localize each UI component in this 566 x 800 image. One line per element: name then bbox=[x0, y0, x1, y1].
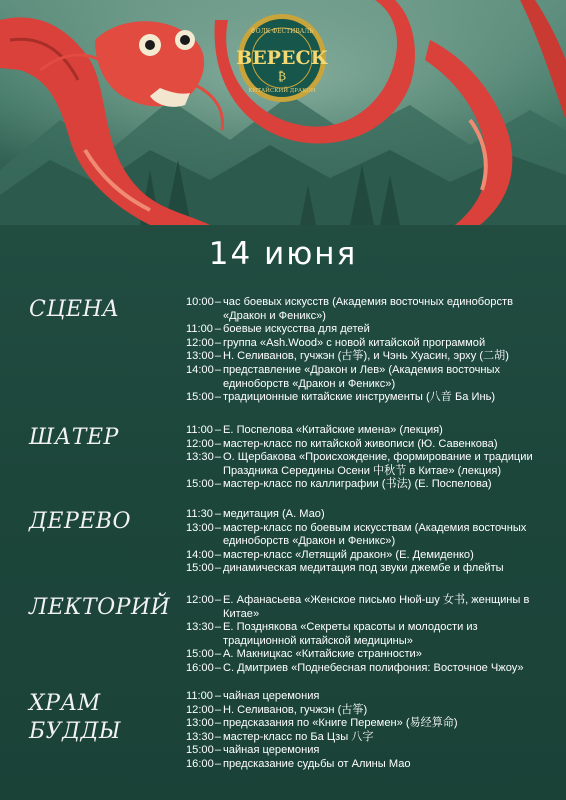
section-title-line: БУДДЫ bbox=[29, 719, 121, 744]
item-text: группа «Ash.Wood» с новой китайской программой bbox=[223, 336, 486, 349]
item-text: динамическая медитация под звуки джембе и флейты bbox=[223, 562, 504, 575]
section-title-line: ХРАМ bbox=[29, 691, 101, 716]
item-dash: – bbox=[214, 648, 222, 661]
item-text: чайная церемония bbox=[223, 690, 320, 702]
item-time: 15:00 bbox=[186, 562, 214, 575]
item-text: Н. Селиванов, гучжэн (古筝), и Чэнь Хуасин, эрху (二胡) bbox=[223, 350, 509, 363]
schedule-item bbox=[186, 478, 542, 492]
item-dash: – bbox=[214, 730, 222, 743]
item-text: Е. Позднякова «Секреты красоты и молодости из традиционной китайской медицины» bbox=[223, 621, 478, 647]
item-dash: – bbox=[214, 350, 222, 363]
item-time: 13:00 bbox=[186, 717, 214, 730]
section-title bbox=[29, 508, 131, 536]
item-time: 11:30 bbox=[186, 508, 213, 520]
section-items bbox=[186, 296, 542, 405]
item-time: 11:00 bbox=[186, 424, 213, 436]
item-text: предсказание судьбы от Алины Мао bbox=[223, 757, 411, 770]
item-time: 12:00 bbox=[186, 437, 214, 450]
hero-illustration bbox=[0, 0, 566, 225]
schedule-item bbox=[186, 296, 542, 323]
item-time: 13:00 bbox=[186, 350, 214, 363]
schedule-item bbox=[186, 594, 542, 621]
item-time: 13:00 bbox=[186, 521, 214, 534]
item-text: мастер-класс «Летящий дракон» (Е. Демиденко) bbox=[223, 548, 474, 561]
schedule-item bbox=[186, 704, 542, 718]
item-dash: – bbox=[214, 451, 222, 464]
logo-arc-text: ФОЛК ФЕСТИВАЛЬ bbox=[250, 28, 314, 35]
item-time: 16:00 bbox=[186, 661, 214, 674]
item-text: представление «Дракон и Лев» (Академия восточных единоборств «Дракон и Феникс») bbox=[223, 363, 501, 390]
item-dash: – bbox=[214, 437, 222, 450]
item-time: 13:30 bbox=[186, 451, 214, 464]
item-time: 14:00 bbox=[186, 363, 214, 376]
section-items bbox=[186, 594, 542, 676]
section-title-line: ДЕРЕВО bbox=[29, 509, 132, 534]
item-text: О. Щербакова «Происхождение, формирование и традиции Праздника Середины Осени 中秋节 в Китае» (лекция) bbox=[223, 451, 533, 477]
item-dash: – bbox=[214, 521, 222, 534]
section-items bbox=[186, 690, 542, 772]
item-text: мастер-класс по китайской живописи (Ю. Савенкова) bbox=[223, 437, 498, 450]
section-title bbox=[29, 424, 119, 452]
schedule-item bbox=[186, 648, 542, 662]
item-dash: – bbox=[214, 508, 222, 520]
schedule-item bbox=[186, 690, 542, 704]
item-dash: – bbox=[214, 594, 222, 606]
item-dash: – bbox=[214, 744, 222, 757]
schedule-item bbox=[186, 508, 542, 522]
item-text: мастер-класс по боевым искусствам (Академия восточных единоборств «Дракон и Феникс») bbox=[223, 521, 527, 548]
item-text: Н. Селиванов, гучжэн (古筝) bbox=[223, 703, 368, 716]
item-dash: – bbox=[214, 703, 222, 716]
schedule-item bbox=[186, 337, 542, 351]
schedule-item bbox=[186, 350, 542, 364]
section-title-line: ШАТЕР bbox=[29, 425, 119, 450]
section-title-line: СЦЕНА bbox=[29, 297, 120, 322]
schedule-item bbox=[186, 562, 542, 576]
item-text: Е. Поспелова «Китайские имена» (лекция) bbox=[223, 424, 443, 436]
item-dash: – bbox=[214, 363, 222, 376]
item-time: 14:00 bbox=[186, 548, 214, 561]
schedule-item bbox=[186, 758, 542, 772]
item-time: 15:00 bbox=[186, 391, 214, 404]
schedule-item bbox=[186, 717, 542, 731]
event-date: 14 июня bbox=[208, 236, 358, 272]
schedule-item bbox=[186, 438, 542, 452]
item-time: 15:00 bbox=[186, 478, 214, 491]
section-items bbox=[186, 508, 542, 576]
item-time: 12:00 bbox=[186, 703, 214, 716]
item-time: 13:30 bbox=[186, 621, 214, 634]
item-time: 13:30 bbox=[186, 730, 214, 743]
item-dash: – bbox=[214, 296, 222, 308]
schedule-item bbox=[186, 662, 542, 676]
schedule-item bbox=[186, 621, 542, 648]
schedule-item bbox=[186, 364, 542, 391]
item-dash: – bbox=[214, 690, 222, 702]
section-title bbox=[29, 690, 121, 746]
item-dash: – bbox=[214, 621, 222, 634]
schedule-item bbox=[186, 744, 542, 758]
item-text: боевые искусства для детей bbox=[223, 323, 370, 336]
item-text: предсказания по «Книге Перемен» (易经算命) bbox=[223, 717, 458, 730]
item-dash: – bbox=[214, 336, 222, 349]
item-text: традиционные китайские инструменты (八音 Ба Инь) bbox=[223, 391, 496, 404]
logo-subtitle: КИТАЙСКИЙ ДРАКОН bbox=[248, 88, 316, 94]
item-time: 12:00 bbox=[186, 336, 214, 349]
item-time: 12:00 bbox=[186, 594, 214, 606]
item-time: 16:00 bbox=[186, 757, 214, 770]
logo-title: ВЕРЕСК bbox=[236, 47, 328, 69]
item-text: чайная церемония bbox=[223, 744, 320, 757]
item-dash: – bbox=[214, 717, 222, 730]
item-dash: – bbox=[214, 661, 222, 674]
schedule-item bbox=[186, 731, 542, 745]
schedule-item bbox=[186, 391, 542, 405]
section-title-line: ЛЕКТОРИЙ bbox=[29, 595, 171, 620]
item-time: 15:00 bbox=[186, 744, 214, 757]
item-time: 11:00 bbox=[186, 323, 213, 336]
schedule-item bbox=[186, 549, 542, 563]
item-dash: – bbox=[214, 391, 222, 404]
item-text: медитация (А. Мао) bbox=[223, 508, 325, 520]
item-dash: – bbox=[214, 424, 222, 436]
item-text: мастер-класс по Ба Цзы 八字 bbox=[223, 730, 374, 743]
item-time: 10:00 bbox=[186, 296, 214, 308]
section-items bbox=[186, 424, 542, 492]
item-dash: – bbox=[214, 478, 222, 491]
item-dash: – bbox=[214, 562, 222, 575]
schedule-item bbox=[186, 522, 542, 549]
item-text: А. Макницкас «Китайские странности» bbox=[223, 648, 422, 661]
item-text: С. Дмитриев «Поднебесная полифония: Восточное Чжоу» bbox=[223, 661, 524, 674]
item-dash: – bbox=[214, 757, 222, 770]
item-dash: – bbox=[214, 548, 222, 561]
schedule-item bbox=[186, 451, 542, 478]
logo-glyph: ₿ bbox=[277, 69, 287, 83]
item-time: 15:00 bbox=[186, 648, 214, 661]
section-title bbox=[29, 594, 170, 622]
item-text: час боевых искусств (Академия восточных единоборств «Дракон и Феникс») bbox=[223, 296, 513, 322]
section-title bbox=[29, 296, 119, 324]
item-text: Е. Афанасьева «Женское письмо Нюй-шу 女书, женщины в Китае» bbox=[223, 594, 530, 620]
schedule-item bbox=[186, 323, 542, 337]
item-time: 11:00 bbox=[186, 690, 213, 702]
item-text: мастер-класс по каллиграфии (书法) (Е. Поспелова) bbox=[223, 478, 492, 491]
schedule-item bbox=[186, 424, 542, 438]
item-dash: – bbox=[214, 323, 222, 336]
